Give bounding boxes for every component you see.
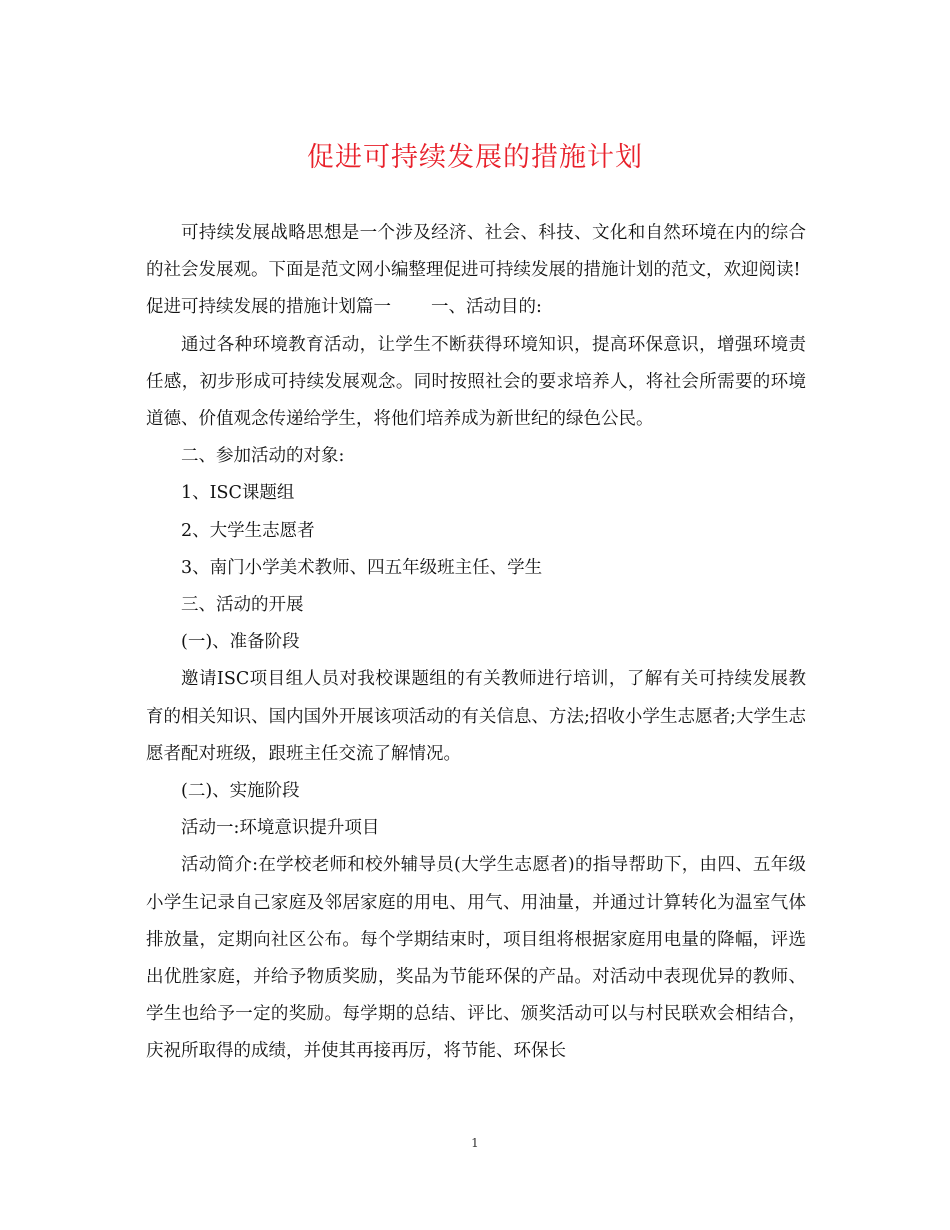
preparation-paragraph: 邀请ISC项目组人员对我校课题组的有关教师进行培训，了解有关可持续发展教育的相关知识、国内国外开展该项活动的有关信息、方法;招收小学生志愿者;大学生志愿者配对班级，跟班主任交流了解情况。 xyxy=(146,669,806,764)
activity-paragraph: 活动简介:在学校老师和校外辅导员(大学生志愿者)的指导帮助下，由四、五年级小学生记录自己家庭及邻居家庭的用电、用气、用油量，并通过计算转化为温室气体排放量，定期向社区公布。每个学期结束时，项目组将根据家庭用电量的降幅，评选出优胜家庭，并给予物质奖励，奖品为节能环保的产品。对活动中表现优异的教师、学生也给予一定的奖励。每学期的总结、评比、颁奖活动可以与村民联欢会相结合，庆祝所取得的成绩，并使其再接再厉，将节能、环保长 xyxy=(146,855,806,1062)
subheading-preparation: (一)、准备阶段 xyxy=(181,632,300,653)
activity-title: 活动一:环境意识提升项目 xyxy=(181,818,380,839)
intro-paragraph: 可持续发展战略思想是一个涉及经济、社会、科技、文化和自然环境在内的综合的社会发展观。下面是范文网小编整理促进可持续发展的措施计划的范文，欢迎阅读! xyxy=(146,223,806,281)
section-heading-line xyxy=(146,289,806,326)
subheading-participants: 二、参加活动的对象: xyxy=(181,446,345,467)
section-heading: 促进可持续发展的措施计划篇一 xyxy=(146,297,391,318)
document-body xyxy=(146,215,806,1071)
participant-item: 1、ISC课题组 xyxy=(181,483,295,504)
participant-item: 2、大学生志愿者 xyxy=(181,520,315,541)
purpose-paragraph: 通过各种环境教育活动，让学生不断获得环境知识，提高环保意识，增强环境责任感，初步形成可持续发展观念。同时按照社会的要求培养人，将社会所需要的环境道德、价值观念传递给学生，将他们培养成为新世纪的绿色公民。 xyxy=(146,334,806,430)
page-number: 1 xyxy=(471,1136,479,1150)
participant-item: 3、南门小学美术教师、四五年级班主任、学生 xyxy=(181,557,543,578)
subheading-implementation: (二)、实施阶段 xyxy=(181,781,300,802)
subheading-activities: 三、活动的开展 xyxy=(181,595,304,616)
document-title: 促进可持续发展的措施计划 xyxy=(307,142,643,173)
subheading-purpose: 一、活动目的: xyxy=(431,297,542,318)
